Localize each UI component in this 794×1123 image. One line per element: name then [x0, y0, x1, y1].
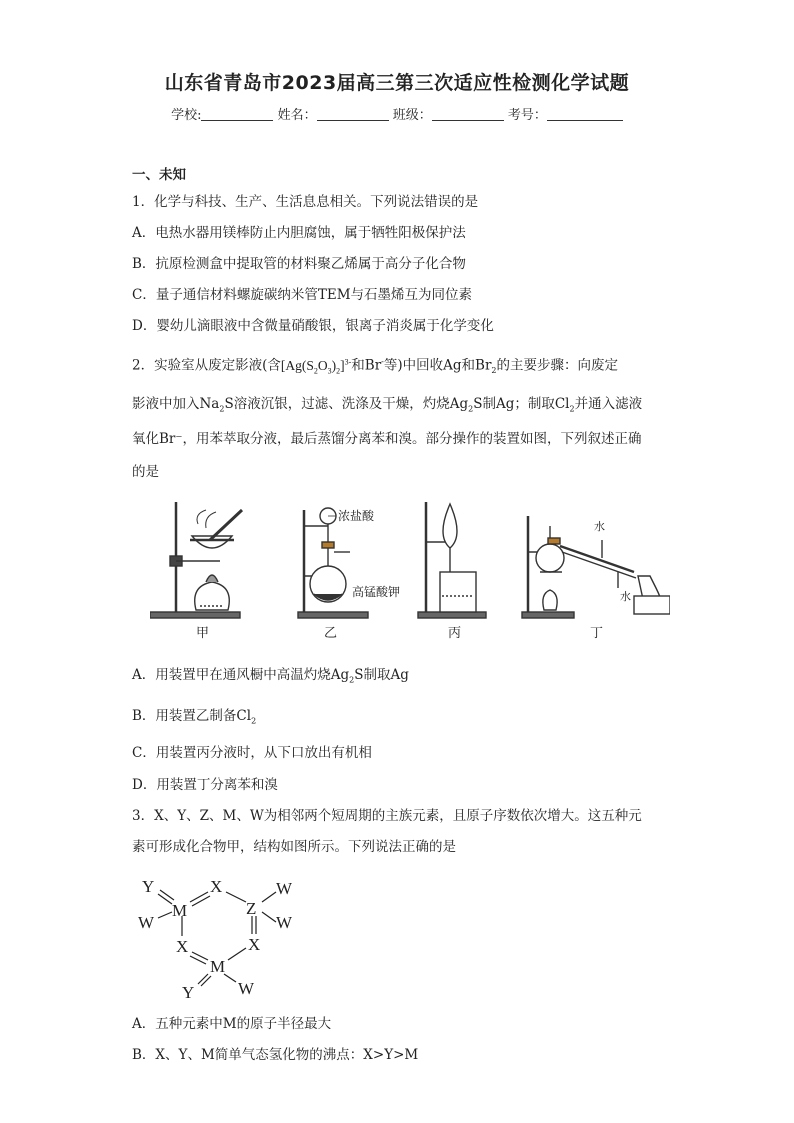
q1-option-a[interactable]: A．电热水器用镁棒防止内胆腐蚀，属于牺牲阳极保护法 [132, 225, 466, 241]
q3-stem-line2: 素可形成化合物甲，结构如图所示。下列说法正确的是 [132, 839, 456, 855]
atom-y2: Y [182, 983, 195, 1002]
class-label: 班级： [392, 108, 432, 123]
name-blank[interactable] [317, 108, 389, 121]
q2-stem-line1: 2．实验室从废定影液(含$[Ag(S_2O_3)_2]^{3-}$和Br-等)中回收Ag和$Br_2$的主要步骤：向废定 [132, 357, 618, 376]
fig-label-ding: 丁 [590, 626, 604, 641]
apparatus-yi [298, 508, 368, 618]
q3-option-b[interactable]: B．X、Y、M简单气态氢化物的沸点：X>Y>M [132, 1047, 419, 1063]
q2-apparatus-figure [150, 496, 670, 646]
apparatus-jia [150, 502, 242, 618]
section-title: 一、未知 [132, 167, 186, 183]
q2-complex-ion: $[Ag(S_2O_3)_2]^{3-}$ [280, 357, 352, 376]
exam-no-blank[interactable] [547, 108, 623, 121]
fig-label-bing: 丙 [448, 626, 462, 641]
atom-w4: W [238, 979, 255, 998]
q1-option-d[interactable]: D．婴幼儿滴眼液中含微量硝酸银，银离子消炎属于化学变化 [132, 318, 494, 334]
fig-label-water-in: 水 [620, 590, 631, 603]
class-blank[interactable] [432, 108, 504, 121]
page-title: 山东省青岛市2023届高三第三次适应性检测化学试题 [164, 72, 630, 94]
q3-stem-line1: 3．X、Y、Z、M、W为相邻两个短周期的主族元素，且原子序数依次增大。这五种元 [132, 808, 642, 824]
fig-label-water-out: 水 [594, 520, 605, 533]
atom-z: Z [246, 899, 257, 918]
q3-structure-diagram [138, 872, 308, 1002]
student-info-row [0, 104, 794, 123]
q2-option-c[interactable]: C．用装置丙分液时，从下口放出有机相 [132, 745, 372, 761]
atom-m1: M [172, 901, 188, 920]
q2-stem-line3: 氧化Br⁻，用苯萃取分液，最后蒸馏分离苯和溴。部分操作的装置如图，下列叙述正确 [132, 431, 642, 447]
q2-option-d[interactable]: D．用装置丁分离苯和溴 [132, 777, 278, 793]
q3-option-a[interactable]: A．五种元素中M的原子半径最大 [132, 1016, 332, 1032]
atom-x1: X [210, 877, 223, 896]
atom-w3: W [276, 913, 293, 932]
school-label: 学校: [171, 108, 202, 123]
atom-x3: X [248, 935, 261, 954]
fig-label-yi: 乙 [324, 626, 338, 641]
q1-stem: 1．化学与科技、生产、生活息息相关。下列说法错误的是 [132, 194, 479, 210]
q2-stem-line4: 的是 [132, 464, 159, 480]
apparatus-bing [418, 502, 486, 618]
atom-x2: X [176, 937, 189, 956]
atom-w2: W [276, 879, 293, 898]
q1-option-c[interactable]: C．量子通信材料螺旋碳纳米管TEM与石墨烯互为同位素 [132, 287, 473, 303]
q2-option-b[interactable]: B．用装置乙制备$Cl_2$ [132, 708, 257, 726]
school-blank[interactable] [201, 108, 273, 121]
fig-label-hcl: 浓盐酸 [338, 509, 375, 523]
q2-option-a[interactable]: A．用装置甲在通风橱中高温灼烧$Ag_2S$制取Ag [132, 667, 409, 685]
fig-label-kmno4: 高锰酸钾 [352, 585, 401, 599]
exam-no-label: 考号： [507, 108, 547, 123]
name-label: 姓名： [277, 108, 317, 123]
q1-option-b[interactable]: B．抗原检测盒中提取管的材料聚乙烯属于高分子化合物 [132, 256, 466, 272]
atom-y1: Y [142, 877, 155, 896]
atom-w1: W [138, 913, 155, 932]
q2-stem-line2: 影液中加入$Na_2S$溶液沉银，过滤、洗涤及干燥，灼烧$Ag_2S$制Ag；制取$Cl_2$并通入滤液 [132, 396, 643, 414]
fig-label-jia: 甲 [196, 626, 210, 641]
atom-m2: M [210, 957, 226, 976]
